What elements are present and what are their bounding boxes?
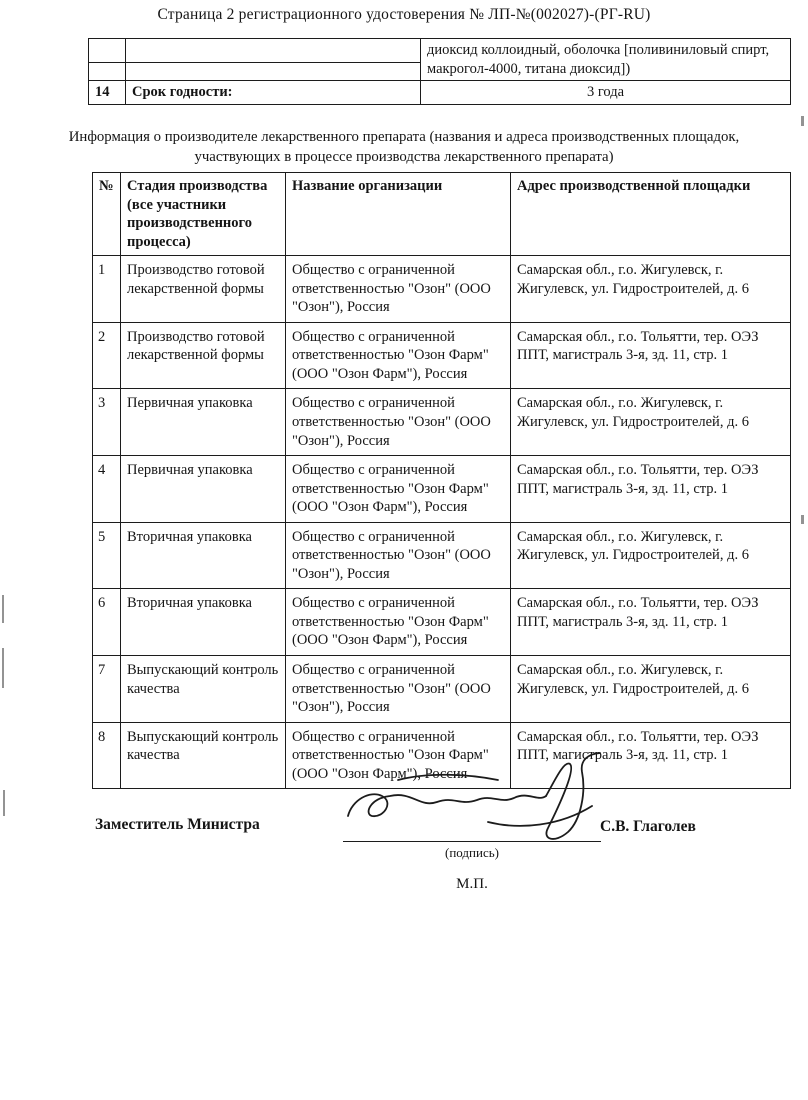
cell-num: 6 — [93, 589, 121, 656]
header-address: Адрес производственной площадки — [511, 173, 791, 256]
signer-title: Заместитель Министра — [95, 816, 260, 833]
cell-address: Самарская обл., г.о. Тольятти, тер. ОЭЗ ППТ, магистраль 3-я, зд. 11, стр. 1 — [511, 456, 791, 523]
header-organization: Название организации — [286, 173, 511, 256]
empty-cell — [126, 63, 421, 81]
table-row — [89, 39, 791, 63]
cell-address: Самарская обл., г.о. Тольятти, тер. ОЭЗ ППТ, магистраль 3-я, зд. 11, стр. 1 — [511, 322, 791, 389]
cell-stage: Производство готовой лекарственной формы — [121, 322, 286, 389]
cell-stage: Первичная упаковка — [121, 456, 286, 523]
table-header-row — [93, 173, 791, 256]
cell-num: 2 — [93, 322, 121, 389]
cell-num: 3 — [93, 389, 121, 456]
empty-cell — [89, 63, 126, 81]
table-row — [93, 256, 791, 323]
cell-stage: Вторичная упаковка — [121, 522, 286, 589]
cell-organization: Общество с ограниченной ответственностью "Озон Фарм" (ООО "Озон Фарм"), Россия — [286, 589, 511, 656]
row-number: 14 — [89, 81, 126, 105]
cell-num: 4 — [93, 456, 121, 523]
empty-cell — [89, 39, 126, 63]
cell-organization: Общество с ограниченной ответственностью "Озон" (ООО "Озон"), Россия — [286, 522, 511, 589]
cell-address: Самарская обл., г.о. Жигулевск, г. Жигулевск, ул. Гидростроителей, д. 6 — [511, 256, 791, 323]
cell-address: Самарская обл., г.о. Жигулевск, г. Жигулевск, ул. Гидростроителей, д. 6 — [511, 389, 791, 456]
table-row — [93, 456, 791, 523]
signer-name: С.В. Глаголев — [600, 818, 696, 835]
cell-address: Самарская обл., г.о. Тольятти, тер. ОЭЗ ППТ, магистраль 3-я, зд. 11, стр. 1 — [511, 722, 791, 789]
cell-organization: Общество с ограниченной ответственностью "Озон" (ООО "Озон"), Россия — [286, 389, 511, 456]
scan-artifact — [2, 648, 4, 688]
cell-organization: Общество с ограниченной ответственностью "Озон" (ООО "Озон"), Россия — [286, 256, 511, 323]
cell-address: Самарская обл., г.о. Жигулевск, г. Жигулевск, ул. Гидростроителей, д. 6 — [511, 522, 791, 589]
scan-artifact — [3, 790, 5, 816]
manufacturers-table — [92, 172, 791, 789]
scan-artifact — [2, 595, 4, 623]
table-row — [93, 389, 791, 456]
header-stage: Стадия производства (все участники производственного процесса) — [121, 173, 286, 256]
cell-organization: Общество с ограниченной ответственностью "Озон Фарм" (ООО "Озон Фарм"), Россия — [286, 456, 511, 523]
shelf-life-table — [88, 38, 791, 105]
cell-organization: Общество с ограниченной ответственностью "Озон" (ООО "Озон"), Россия — [286, 656, 511, 723]
cell-stage: Первичная упаковка — [121, 389, 286, 456]
table-row — [93, 589, 791, 656]
cell-organization: Общество с ограниченной ответственностью "Озон Фарм" (ООО "Озон Фарм"), Россия — [286, 322, 511, 389]
cell-stage: Вторичная упаковка — [121, 589, 286, 656]
intro-paragraph: Информация о производителе лекарственного препарата (названия и адреса производственных площадок, участвующих в процессе производства лекарственного препарата) — [68, 129, 740, 165]
cell-organization: Общество с ограниченной ответственностью "Озон Фарм" (ООО "Озон Фарм"), Россия — [286, 722, 511, 789]
composition-continuation: диоксид коллоидный, оболочка [поливиниловый спирт, макрогол-4000, титана диоксид]) — [421, 39, 791, 81]
empty-cell — [126, 39, 421, 63]
scan-artifact — [801, 116, 804, 126]
table-row — [93, 322, 791, 389]
cell-num: 5 — [93, 522, 121, 589]
signature-image — [338, 750, 608, 850]
cell-num: 7 — [93, 656, 121, 723]
page-title: Страница 2 регистрационного удостоверения № ЛП-№(002027)-(РГ-RU) — [157, 6, 651, 23]
stamp-placeholder: М.П. — [456, 876, 488, 892]
cell-address: Самарская обл., г.о. Жигулевск, г. Жигулевск, ул. Гидростроителей, д. 6 — [511, 656, 791, 723]
cell-stage: Производство готовой лекарственной формы — [121, 256, 286, 323]
shelf-life-label: Срок годности: — [126, 81, 421, 105]
cell-num: 1 — [93, 256, 121, 323]
table-row — [93, 522, 791, 589]
scan-artifact — [801, 515, 804, 524]
cell-num: 8 — [93, 722, 121, 789]
cell-address: Самарская обл., г.о. Тольятти, тер. ОЭЗ ППТ, магистраль 3-я, зд. 11, стр. 1 — [511, 589, 791, 656]
signature-line — [343, 841, 601, 842]
table-row — [89, 81, 791, 105]
cell-stage: Выпускающий контроль качества — [121, 656, 286, 723]
signature-caption: (подпись) — [445, 845, 499, 860]
table-row — [93, 656, 791, 723]
cell-stage: Выпускающий контроль качества — [121, 722, 286, 789]
shelf-life-value: 3 года — [421, 81, 791, 105]
header-num: № — [93, 173, 121, 256]
